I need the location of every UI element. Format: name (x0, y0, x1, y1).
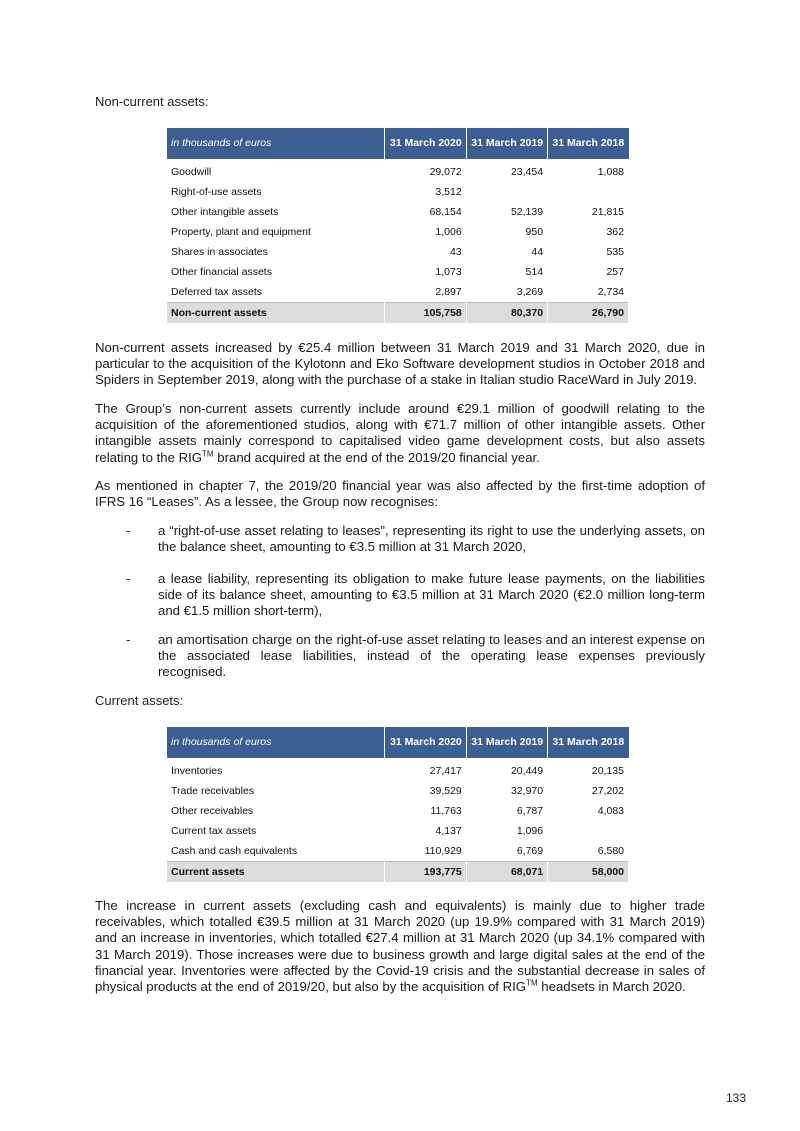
cell-value: 43 (384, 242, 466, 262)
cell-value: 39,529 (384, 781, 466, 801)
cell-value: 20,449 (466, 758, 547, 781)
total-label: Non-current assets (167, 303, 384, 324)
non-current-assets-heading: Non-current assets: (95, 94, 209, 109)
row-label: Current tax assets (167, 821, 384, 841)
total-value: 26,790 (548, 303, 629, 324)
cell-value: 110,929 (384, 841, 466, 862)
cell-value: 4,137 (384, 821, 466, 841)
table-row (167, 222, 629, 242)
non-current-assets-table (167, 128, 629, 323)
cell-value: 3,512 (384, 182, 466, 202)
bullet-text: a “right-of-use asset relating to leases”, representing its right to use the underlying assets, on the balance sheet, amounting to €3.5 million at 31 March 2020, (158, 523, 705, 555)
table-row (167, 801, 629, 821)
trademark-superscript: TM (526, 978, 538, 988)
table-total-row (167, 862, 629, 883)
table-row (167, 821, 629, 841)
cell-value: 11,763 (384, 801, 466, 821)
cell-value: 6,769 (466, 841, 547, 862)
cell-value: 52,139 (466, 202, 547, 222)
cell-value: 535 (548, 242, 629, 262)
paragraph-text: headsets in March 2020. (537, 979, 686, 995)
cell-value: 1,006 (384, 222, 466, 242)
list-item (126, 571, 705, 620)
cell-value: 4,083 (548, 801, 629, 821)
cell-value: 20,135 (548, 758, 629, 781)
cell-value: 2,734 (548, 282, 629, 303)
paragraph-non-current-increase: Non-current assets increased by €25.4 million between 31 March 2019 and 31 March 2020, due in particular to the acquisition of the Kylotonn and Eko Software development studios in October 2018 and Spiders in September 2019, along with the purchase of a stake in Italian studio RaceWard in July 2019. (95, 340, 705, 388)
column-header: 31 March 2018 (548, 128, 629, 159)
table-header-row (167, 727, 629, 758)
table-row (167, 262, 629, 282)
table-row (167, 841, 629, 862)
row-label: Other intangible assets (167, 202, 384, 222)
cell-value: 23,454 (466, 159, 547, 182)
cell-value: 68,154 (384, 202, 466, 222)
current-assets-heading: Current assets: (95, 693, 184, 708)
table-row (167, 758, 629, 781)
column-header: in thousands of euros (167, 128, 384, 159)
cell-value: 1,073 (384, 262, 466, 282)
cell-value: 514 (466, 262, 547, 282)
paragraph-text: The increase in current assets (excluding cash and equivalents) is mainly due to higher trade receivables, which totalled €39.5 million at 31 March 2020 (up 19.9% compared with 31 March 2019) and an increase in inventories, which totalled €27.4 million at 31 March 2020 (up 34.1% compared with 31 March 2019). Those increases were due to business growth and large digital sales at the end of the financial year. Inventories were affected by the Covid-19 crisis and the substantial decrease in sales of physical products at the end of 2019/20, but also by the acquisition of RIG (95, 898, 705, 995)
table-header-row (167, 128, 629, 159)
cell-value (548, 821, 629, 841)
cell-value: 27,202 (548, 781, 629, 801)
cell-value: 2,897 (384, 282, 466, 303)
cell-value: 6,580 (548, 841, 629, 862)
total-value: 58,000 (548, 862, 629, 883)
total-label: Current assets (167, 862, 384, 883)
bullet-text: an amortisation charge on the right-of-use asset relating to leases and an interest expense on the associated lease liabilities, instead of the operating lease expenses previously recognised. (158, 632, 705, 680)
table-row (167, 159, 629, 182)
total-value: 68,071 (466, 862, 547, 883)
list-item (126, 632, 705, 681)
cell-value: 362 (548, 222, 629, 242)
column-header: 31 March 2020 (384, 727, 466, 758)
row-label: Goodwill (167, 159, 384, 182)
bullet-dash: - (126, 523, 131, 538)
page-number: 133 (725, 1091, 746, 1105)
cell-value: 32,970 (466, 781, 547, 801)
cell-value: 21,815 (548, 202, 629, 222)
table-row (167, 781, 629, 801)
paragraph-text: brand acquired at the end of the 2019/20 financial year. (213, 449, 540, 465)
row-label: Trade receivables (167, 781, 384, 801)
cell-value: 27,417 (384, 758, 466, 781)
table-row (167, 202, 629, 222)
column-header: 31 March 2020 (384, 128, 466, 159)
cell-value: 44 (466, 242, 547, 262)
column-header: 31 March 2019 (466, 128, 547, 159)
paragraph-current-increase (95, 898, 705, 995)
bullet-text: a lease liability, representing its obligation to make future lease payments, on the liabilities side of its balance sheet, amounting to €3.5 million at 31 March 2020 (€2.0 million long-term and €1.5 million short-term), (158, 571, 705, 619)
cell-value: 29,072 (384, 159, 466, 182)
cell-value: 257 (548, 262, 629, 282)
paragraph-ifrs16: As mentioned in chapter 7, the 2019/20 financial year was also affected by the first-time adoption of IFRS 16 “Leases”. As a lessee, the Group now recognises: (95, 478, 705, 510)
current-assets-table (167, 727, 629, 882)
cell-value (466, 182, 547, 202)
row-label: Inventories (167, 758, 384, 781)
paragraph-text: The Group’s non-current assets currently include around €29.1 million of goodwill relating to the acquisition of the aforementioned studios, along with €71.7 million of other intangible assets. Other intangible assets mainly correspond to capitalised video game development costs, but also assets relating to the RIG (95, 401, 705, 465)
trademark-superscript: TM (202, 449, 214, 459)
cell-value (548, 182, 629, 202)
column-header: 31 March 2018 (548, 727, 629, 758)
row-label: Other receivables (167, 801, 384, 821)
row-label: Other financial assets (167, 262, 384, 282)
column-header: 31 March 2019 (466, 727, 547, 758)
total-value: 193,775 (384, 862, 466, 883)
bullet-dash: - (126, 571, 131, 586)
cell-value: 950 (466, 222, 547, 242)
paragraph-goodwill (95, 401, 705, 466)
cell-value: 6,787 (466, 801, 547, 821)
total-value: 80,370 (466, 303, 547, 324)
cell-value: 3,269 (466, 282, 547, 303)
table-row (167, 242, 629, 262)
total-value: 105,758 (384, 303, 466, 324)
cell-value: 1,096 (466, 821, 547, 841)
row-label: Right-of-use assets (167, 182, 384, 202)
column-header: in thousands of euros (167, 727, 384, 758)
row-label: Cash and cash equivalents (167, 841, 384, 862)
table-total-row (167, 303, 629, 324)
table-row (167, 182, 629, 202)
table-row (167, 282, 629, 303)
row-label: Deferred tax assets (167, 282, 384, 303)
cell-value: 1,088 (548, 159, 629, 182)
row-label: Property, plant and equipment (167, 222, 384, 242)
row-label: Shares in associates (167, 242, 384, 262)
list-item (126, 523, 705, 555)
bullet-dash: - (126, 632, 131, 647)
